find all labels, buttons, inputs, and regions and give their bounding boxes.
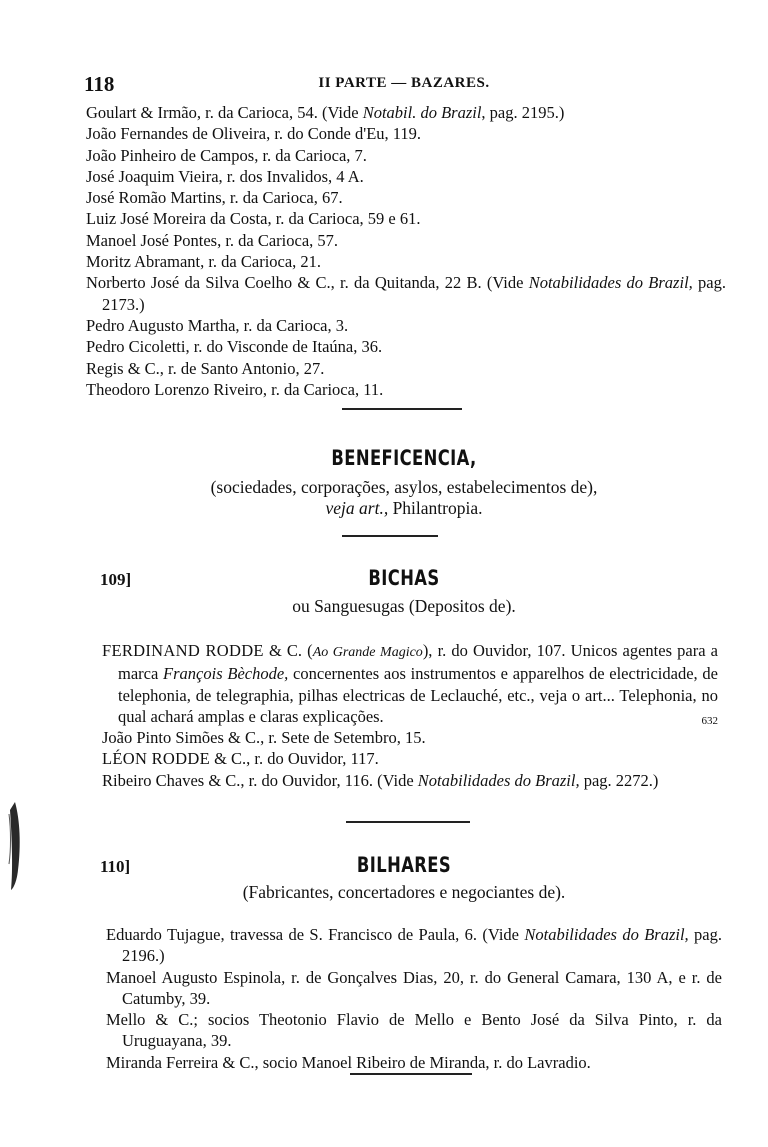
section-number-bilhares: 110] xyxy=(100,857,131,876)
beneficencia-description: (sociedades, corporações, asylos, estabelecimentos de), xyxy=(210,477,598,497)
list-item: José Joaquim Vieira, r. dos Invalidos, 4 A. xyxy=(86,166,364,186)
list-item: Pedro Cicoletti, r. do Visconde de Itaúna, 36. xyxy=(86,337,383,357)
list-item: Ribeiro Chaves & C., r. do Ouvidor, 116. (Vide Notabilidades do Brazil, pag. 2272.) xyxy=(102,770,659,790)
list-item: Manoel Augusto Espinola, r. de Gonçalves Dias, 20, r. do General Camara, 130 A, e r. de Catumby, 39. xyxy=(106,967,722,1008)
list-item: João Fernandes de Oliveira, r. do Conde d'Eu, 119. xyxy=(86,124,422,144)
list-item: Pedro Augusto Martha, r. da Carioca, 3. xyxy=(86,315,349,335)
section-title-bilhares: BILHARES xyxy=(356,853,452,877)
list-item: Eduardo Tujague, travessa de S. Francisco de Paula, 6. (Vide Notabilidades do Brazil, pag. 2196.) xyxy=(106,925,722,966)
bichas-subtitle: ou Sanguesugas (Depositos de). xyxy=(292,596,516,616)
list-item: Luiz José Moreira da Costa, r. da Carioca, 59 e 61. xyxy=(86,209,421,229)
list-item: José Romão Martins, r. da Carioca, 67. xyxy=(86,188,343,208)
list-item: Norberto José da Silva Coelho & C., r. da Quitanda, 22 B. (Vide Notabilidades do Brazil, pag. 2173.) xyxy=(86,273,726,314)
list-item: Miranda Ferreira & C., socio Manoel Ribeiro de Miranda, r. do Lavradio. xyxy=(106,1052,591,1072)
list-item: Regis & C., r. de Santo Antonio, 27. xyxy=(86,358,325,378)
list-item: Moritz Abramant, r. da Carioca, 21. xyxy=(86,252,322,272)
list-item: Goulart & Irmão, r. da Carioca, 54. (Vide Notabil. do Brazil, pag. 2195.) xyxy=(86,103,565,122)
list-item: João Pinto Simões & C., r. Sete de Setembro, 15. xyxy=(102,728,426,748)
divider xyxy=(350,1073,472,1075)
section-title-bichas: BICHAS xyxy=(368,566,440,590)
list-item: FERDINAND RODDE & C. (Ao Grande Magico), r. do Ouvidor, 107. Unicos agentes para a marca François Bèchode, concernentes aos instrumentos e apparelhos de electricidade, de telephonia, de telegraphia, pilhas electricas de Leclauché, etc., veja o art... Telephonia, no qual achará amplas e claras explicações. 632 xyxy=(102,641,719,727)
bichas-list xyxy=(102,640,718,791)
margin-ink-mark xyxy=(6,800,24,892)
bilhares-subtitle: (Fabricantes, concertadores e negociantes de). xyxy=(242,882,566,902)
page-number: 118 xyxy=(84,72,115,96)
list-item: LÉON RODDE & C., r. do Ouvidor, 117. xyxy=(102,749,379,769)
running-head: II PARTE — BAZARES. xyxy=(318,75,490,91)
divider xyxy=(342,535,438,537)
list-item: João Pinheiro de Campos, r. da Carioca, 7. xyxy=(86,145,367,165)
divider xyxy=(342,408,462,410)
bilhares-list xyxy=(106,924,722,1073)
bazares-list xyxy=(86,102,726,400)
list-item: Mello & C.; socios Theotonio Flavio de Mello e Bento José da Silva Pinto, r. da Uruguayana, 39. xyxy=(106,1010,722,1051)
section-number-bichas: 109] xyxy=(100,570,132,589)
page-header xyxy=(84,72,724,98)
beneficencia-cross-reference: veja art., Philantropia. xyxy=(325,498,483,518)
list-item: Manoel José Pontes, r. da Carioca, 57. xyxy=(86,230,339,250)
divider xyxy=(346,821,470,823)
list-item: Theodoro Lorenzo Riveiro, r. da Carioca, 11. xyxy=(86,379,384,399)
section-title-beneficencia: BENEFICENCIA, xyxy=(331,446,477,470)
reference-number: 632 xyxy=(701,714,718,727)
